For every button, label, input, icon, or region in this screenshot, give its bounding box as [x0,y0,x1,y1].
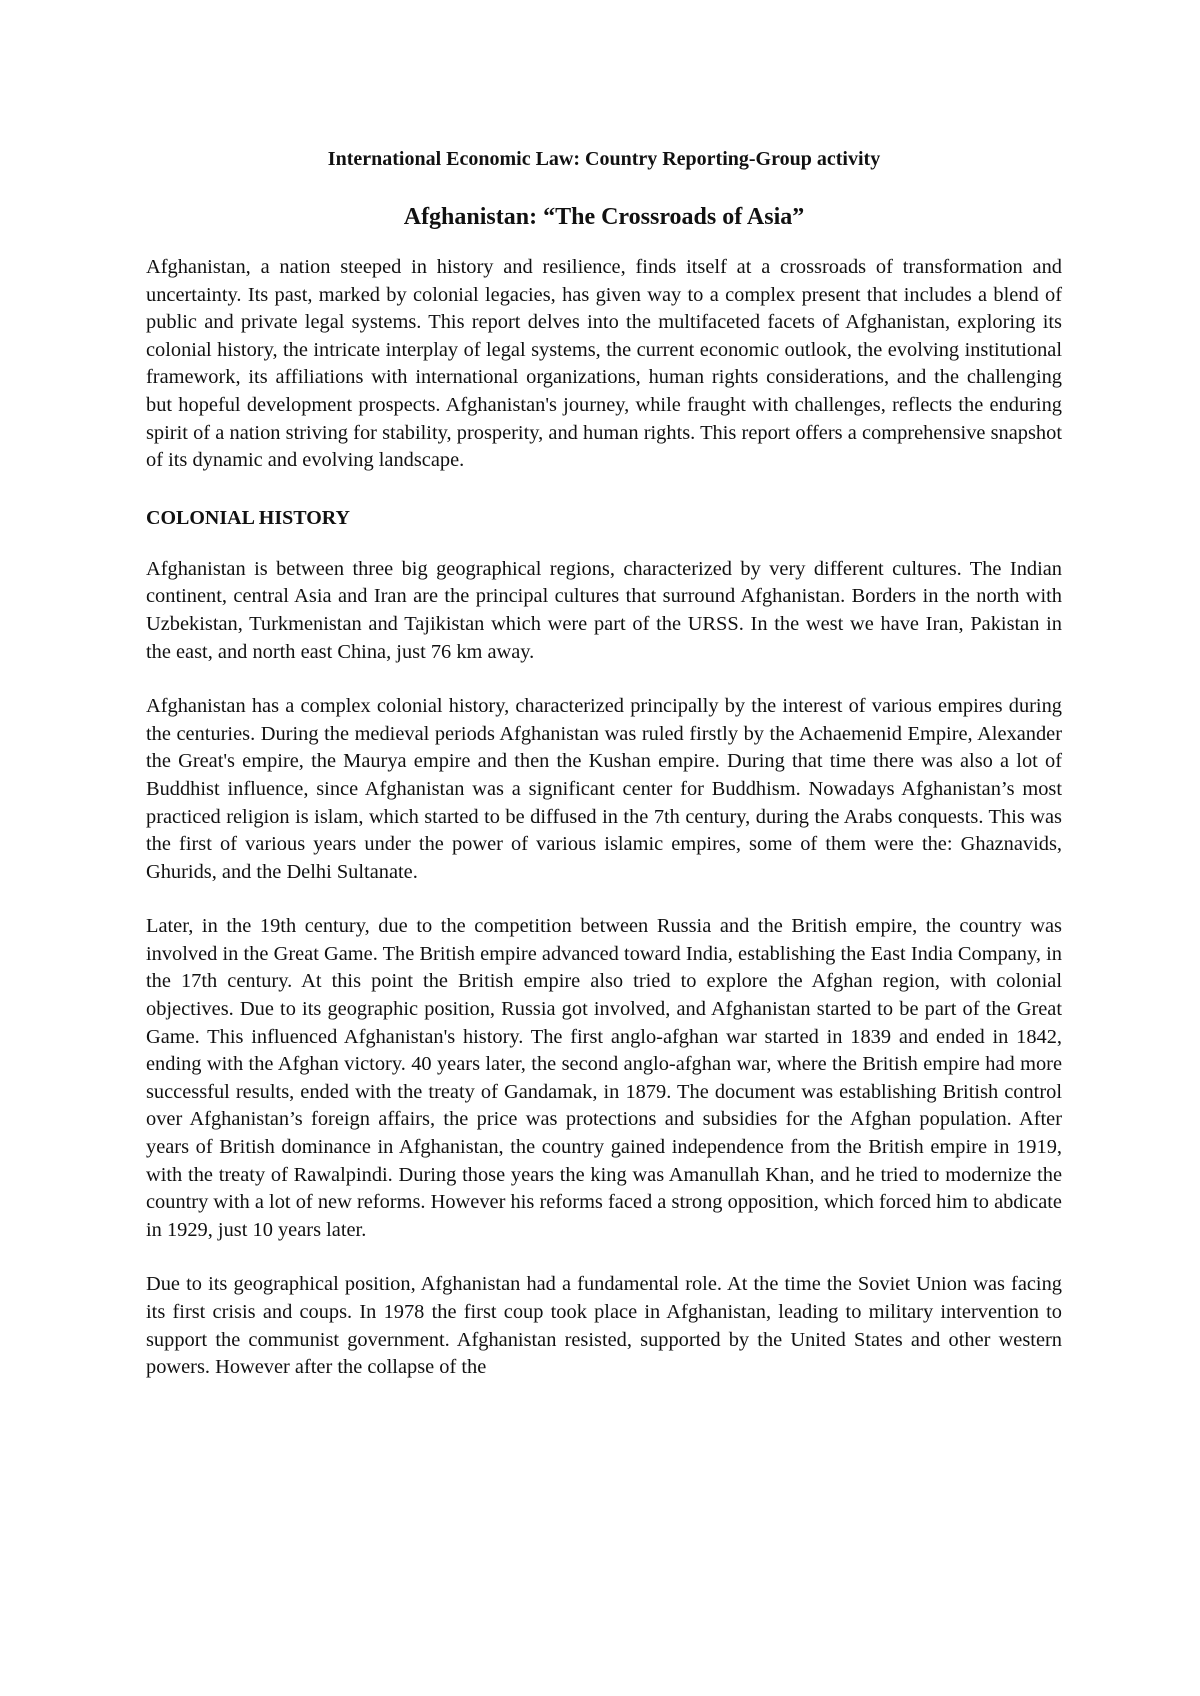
document-page [146,146,1062,1382]
body-paragraph-4: Due to its geographical position, Afghanistan had a fundamental role. At the time the Soviet Union was facing its first crisis and coups. In 1978 the first coup took place in Afghanistan, leading to military intervention to support the communist government. Afghanistan resisted, supported by the United States and other western powers. However after the collapse of the [146,1273,1062,1379]
document-heading: International Economic Law: Country Reporting-Group activity [327,148,881,170]
body-paragraph-3: Later, in the 19th century, due to the competition between Russia and the British empire, the country was involved in the Great Game. The British empire advanced toward India, establishing the East India Company, in the 17th century. At this point the British empire also tried to explore the Afghan region, with colonial objectives. Due to its geographic position, Russia got involved, and Afghanistan started to be part of the Great Game. This influenced Afghanistan's history. The first anglo-afghan war started in 1839 and ended in 1842, ending with the Afghan victory. 40 years later, the second anglo-afghan war, where the British empire had more successful results, ended with the treaty of Gandamak, in 1879. The document was establishing British control over Afghanistan’s foreign affairs, the price was protections and subsidies for the Afghan population. After years of British dominance in Afghanistan, the country gained independence from the British empire in 1919, with the treaty of Rawalpindi. During those years the king was Amanullah Khan, and he tried to modernize the country with a lot of new reforms. However his reforms faced a strong opposition, which forced him to abdicate in 1929, just 10 years later. [146,915,1062,1241]
document-title: Afghanistan: “The Crossroads of Asia” [403,204,805,230]
section-heading-colonial-history: COLONIAL HISTORY [146,506,350,529]
intro-paragraph: Afghanistan, a nation steeped in history and resilience, finds itself at a crossroads of transformation and uncertainty. Its past, marked by colonial legacies, has given way to a complex present that includes a blend of public and private legal systems. This report delves into the multifaceted facets of Afghanistan, exploring its colonial history, the intricate interplay of legal systems, the current economic outlook, the evolving institutional framework, its affiliations with international organizations, human rights considerations, and the challenging but hopeful development prospects. Afghanistan's journey, while fraught with challenges, reflects the enduring spirit of a nation striving for stability, prosperity, and human rights. This report offers a comprehensive snapshot of its dynamic and evolving landscape. [146,256,1062,472]
body-paragraph-2: Afghanistan has a complex colonial history, characterized principally by the interest of various empires during the centuries. During the medieval periods Afghanistan was ruled firstly by the Achaemenid Empire, Alexander the Great's empire, the Maurya empire and then the Kushan empire. During that time there was also a lot of Buddhist influence, since Afghanistan was a significant center for Buddhism. Nowadays Afghanistan’s most practiced religion is islam, which started to be diffused in the 7th century, during the Arabs conquests. This was the first of various years under the power of various islamic empires, some of them were the: Ghaznavids, Ghurids, and the Delhi Sultanate. [146,695,1062,883]
body-paragraph-1: Afghanistan is between three big geographical regions, characterized by very different cultures. The Indian continent, central Asia and Iran are the principal cultures that surround Afghanistan. Borders in the north with Uzbekistan, Turkmenistan and Tajikistan which were part of the URSS. In the west we have Iran, Pakistan in the east, and north east China, just 76 km away. [146,557,1062,663]
